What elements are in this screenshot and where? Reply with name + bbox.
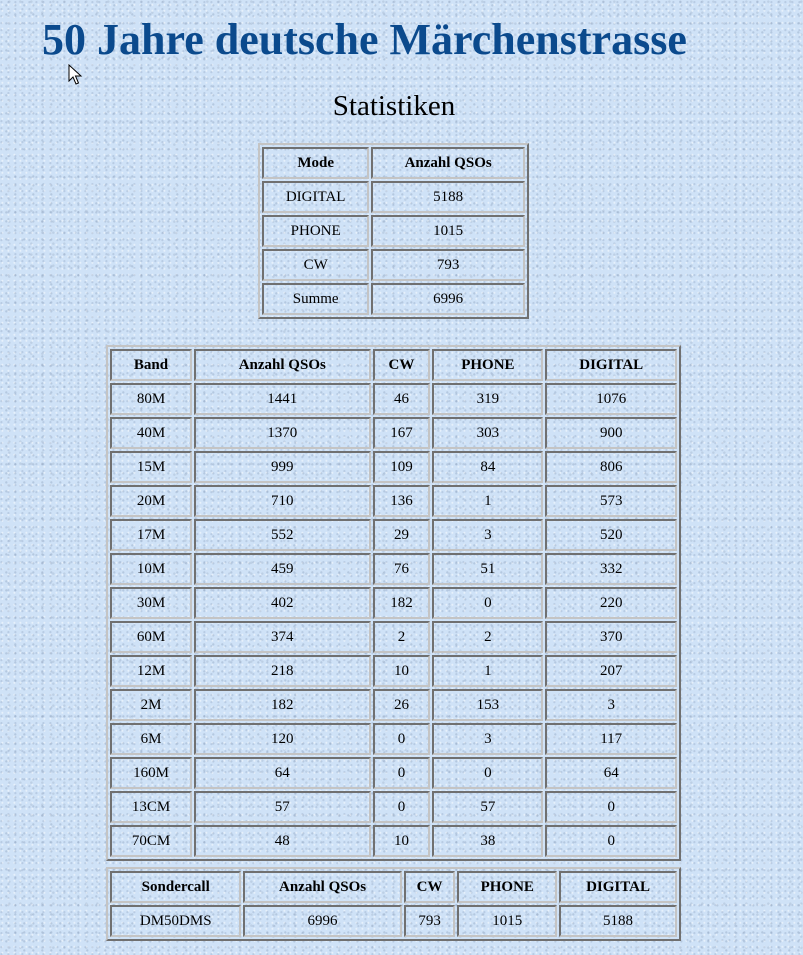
table-cell: 6996: [371, 283, 525, 315]
table-cell: DM50DMS: [110, 905, 241, 937]
table-cell: 520: [545, 519, 677, 551]
table-cell: 120: [194, 723, 371, 755]
table-cell: 153: [432, 689, 543, 721]
table-row: [262, 215, 525, 247]
table-cell: 12M: [110, 655, 192, 687]
table-cell: 793: [371, 249, 525, 281]
table-row: [110, 417, 677, 449]
table-cell: 1076: [545, 383, 677, 415]
table-row: [110, 757, 677, 789]
table-cell: 182: [373, 587, 431, 619]
table-cell: 3: [432, 723, 543, 755]
table-cell: 30M: [110, 587, 192, 619]
table-cell: Summe: [262, 283, 369, 315]
table-cell: 1: [432, 485, 543, 517]
page-title: 50 Jahre deutsche Märchenstrasse: [42, 15, 687, 64]
band-statistics-table: [106, 345, 681, 861]
table-cell: 459: [194, 553, 371, 585]
table-cell: 109: [373, 451, 431, 483]
table-row: [110, 485, 677, 517]
table-row: [262, 181, 525, 213]
table-cell: 70CM: [110, 825, 192, 857]
table-cell: 46: [373, 383, 431, 415]
table-cell: 2M: [110, 689, 192, 721]
table-cell: 5188: [559, 905, 677, 937]
table-cell: 0: [432, 587, 543, 619]
table-cell: 552: [194, 519, 371, 551]
table-cell: 0: [545, 791, 677, 823]
table-row: [262, 249, 525, 281]
table-cell: 64: [545, 757, 677, 789]
table-header-row: [110, 871, 677, 903]
table-row: [110, 451, 677, 483]
column-header: Anzahl QSOs: [194, 349, 371, 381]
mouse-pointer-icon: [68, 64, 84, 86]
table-cell: 167: [373, 417, 431, 449]
table-cell: 1441: [194, 383, 371, 415]
column-header: Anzahl QSOs: [243, 871, 401, 903]
table-cell: CW: [262, 249, 369, 281]
table-cell: 900: [545, 417, 677, 449]
table-cell: 10: [373, 655, 431, 687]
table-cell: 15M: [110, 451, 192, 483]
table-cell: 10: [373, 825, 431, 857]
table-row: [110, 621, 677, 653]
table-row: [110, 689, 677, 721]
table-cell: 0: [373, 791, 431, 823]
table-cell: 220: [545, 587, 677, 619]
table-row: [110, 905, 677, 937]
table-cell: 80M: [110, 383, 192, 415]
table-cell: 5188: [371, 181, 525, 213]
table-cell: 60M: [110, 621, 192, 653]
table-cell: 57: [432, 791, 543, 823]
table-header-row: [110, 349, 677, 381]
table-cell: 3: [545, 689, 677, 721]
table-cell: 29: [373, 519, 431, 551]
table-cell: 303: [432, 417, 543, 449]
table-cell: 160M: [110, 757, 192, 789]
table-cell: 48: [194, 825, 371, 857]
column-header: DIGITAL: [559, 871, 677, 903]
special-call-table: [106, 867, 681, 941]
table-cell: 40M: [110, 417, 192, 449]
table-row: [110, 553, 677, 585]
table-header-row: [262, 147, 525, 179]
table-cell: 84: [432, 451, 543, 483]
column-header: Band: [110, 349, 192, 381]
table-cell: 10M: [110, 553, 192, 585]
table-cell: 1: [432, 655, 543, 687]
table-row: [110, 383, 677, 415]
table-row: [110, 519, 677, 551]
table-cell: 6M: [110, 723, 192, 755]
table-cell: 64: [194, 757, 371, 789]
table-cell: 806: [545, 451, 677, 483]
table-cell: 17M: [110, 519, 192, 551]
table-row: [110, 825, 677, 857]
table-cell: 76: [373, 553, 431, 585]
table-row: [110, 723, 677, 755]
table-cell: 1370: [194, 417, 371, 449]
table-cell: PHONE: [262, 215, 369, 247]
column-header: Anzahl QSOs: [371, 147, 525, 179]
table-cell: 0: [432, 757, 543, 789]
column-header: DIGITAL: [545, 349, 677, 381]
table-cell: 374: [194, 621, 371, 653]
table-cell: 57: [194, 791, 371, 823]
table-cell: 1015: [371, 215, 525, 247]
table-cell: 6996: [243, 905, 401, 937]
table-row: [110, 587, 677, 619]
table-cell: 319: [432, 383, 543, 415]
table-row: [262, 283, 525, 315]
table-cell: 0: [373, 723, 431, 755]
table-cell: 793: [404, 905, 456, 937]
column-header: PHONE: [457, 871, 557, 903]
column-header: Mode: [262, 147, 369, 179]
table-cell: 999: [194, 451, 371, 483]
table-cell: 0: [373, 757, 431, 789]
table-cell: 2: [432, 621, 543, 653]
table-cell: 20M: [110, 485, 192, 517]
table-cell: 26: [373, 689, 431, 721]
table-cell: 182: [194, 689, 371, 721]
table-cell: 2: [373, 621, 431, 653]
statistics-heading: Statistiken: [332, 90, 456, 122]
table-cell: 573: [545, 485, 677, 517]
column-header: PHONE: [432, 349, 543, 381]
table-cell: 402: [194, 587, 371, 619]
table-cell: DIGITAL: [262, 181, 369, 213]
mode-statistics-table: [258, 143, 529, 319]
table-cell: 332: [545, 553, 677, 585]
table-cell: 207: [545, 655, 677, 687]
table-cell: 117: [545, 723, 677, 755]
table-row: [110, 655, 677, 687]
table-cell: 51: [432, 553, 543, 585]
column-header: CW: [373, 349, 431, 381]
table-cell: 136: [373, 485, 431, 517]
table-cell: 370: [545, 621, 677, 653]
table-cell: 0: [545, 825, 677, 857]
table-cell: 710: [194, 485, 371, 517]
table-cell: 1015: [457, 905, 557, 937]
column-header: Sondercall: [110, 871, 241, 903]
column-header: CW: [404, 871, 456, 903]
table-cell: 13CM: [110, 791, 192, 823]
table-cell: 38: [432, 825, 543, 857]
table-row: [110, 791, 677, 823]
table-cell: 3: [432, 519, 543, 551]
table-cell: 218: [194, 655, 371, 687]
